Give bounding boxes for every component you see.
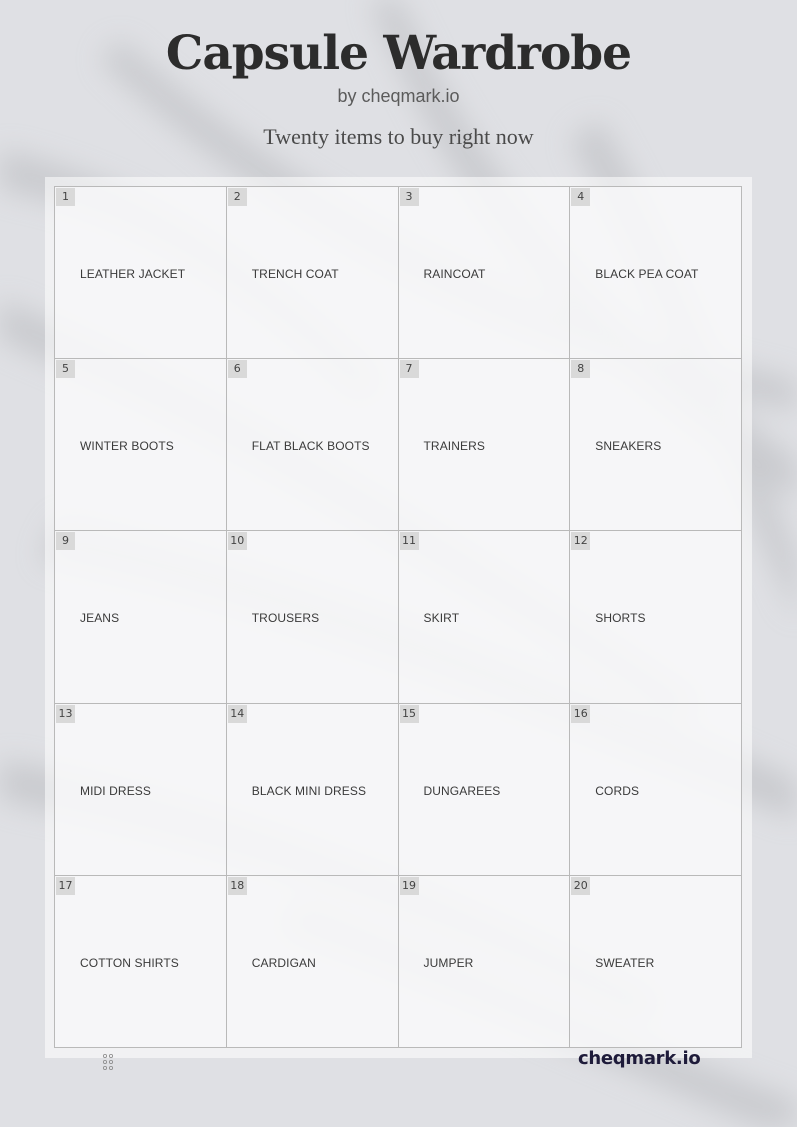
item-label: TRENCH COAT (251, 267, 339, 281)
page-title: Capsule Wardrobe (165, 26, 632, 81)
item-number: 2 (228, 188, 247, 206)
wardrobe-grid (55, 187, 742, 1048)
item-cell (398, 358, 571, 531)
item-cell (54, 530, 227, 703)
item-number: 1 (56, 188, 75, 206)
item-label: RAINCOAT (423, 267, 486, 281)
item-number: 12 (571, 532, 590, 550)
item-number: 5 (56, 360, 75, 378)
item-label: JUMPER (423, 955, 474, 970)
item-number: 18 (228, 877, 247, 895)
item-cell (226, 530, 399, 703)
item-label: SHORTS (595, 611, 646, 626)
item-label: BLACK MINI DRESS (251, 783, 367, 798)
item-cell (398, 875, 571, 1048)
item-label: TRAINERS (423, 439, 485, 454)
item-number: 9 (56, 532, 75, 550)
item-cell (569, 703, 742, 876)
item-cell (54, 358, 227, 531)
item-cell (569, 358, 742, 531)
item-label: COTTON SHIRTS (80, 955, 179, 970)
byline: by cheqmark.io (337, 86, 460, 106)
item-cell (226, 875, 399, 1048)
item-number: 7 (400, 360, 419, 378)
item-number: 3 (400, 188, 419, 206)
item-number: 19 (400, 877, 419, 895)
item-cell (54, 186, 227, 359)
item-number: 17 (56, 877, 75, 895)
item-cell (398, 703, 571, 876)
item-label: MIDI DRESS (80, 783, 152, 798)
item-cell (226, 703, 399, 876)
subtitle: Twenty items to buy right now (263, 124, 534, 149)
item-cell (226, 358, 399, 531)
item-number: 4 (571, 188, 590, 206)
item-label: CARDIGAN (251, 955, 316, 970)
item-cell (569, 186, 742, 359)
item-number: 15 (400, 705, 419, 723)
item-label: BLACK PEA COAT (595, 267, 699, 281)
item-cell (226, 186, 399, 359)
item-label: SKIRT (423, 611, 460, 626)
item-cell (398, 530, 571, 703)
item-label: FLAT BLACK BOOTS (251, 439, 370, 454)
item-cell (54, 703, 227, 876)
item-label: LEATHER JACKET (80, 267, 186, 281)
item-label: JEANS (80, 611, 120, 626)
drag-handle-icon[interactable] (101, 1053, 115, 1073)
item-number: 6 (228, 360, 247, 378)
item-number: 11 (400, 532, 419, 550)
item-label: CORDS (595, 783, 640, 798)
item-label: WINTER BOOTS (80, 439, 174, 454)
item-number: 14 (228, 705, 247, 723)
item-number: 8 (571, 360, 590, 378)
item-number: 10 (228, 532, 247, 550)
brand-logo: cheqmark.io (578, 1048, 701, 1069)
item-label: SNEAKERS (595, 439, 662, 454)
item-number: 20 (571, 877, 590, 895)
item-cell (54, 875, 227, 1048)
item-number: 13 (56, 705, 75, 723)
item-label: TROUSERS (251, 611, 320, 626)
item-cell (569, 530, 742, 703)
item-cell (398, 186, 571, 359)
item-label: DUNGAREES (423, 783, 501, 798)
item-cell (569, 875, 742, 1048)
item-number: 16 (571, 705, 590, 723)
item-label: SWEATER (595, 955, 655, 970)
